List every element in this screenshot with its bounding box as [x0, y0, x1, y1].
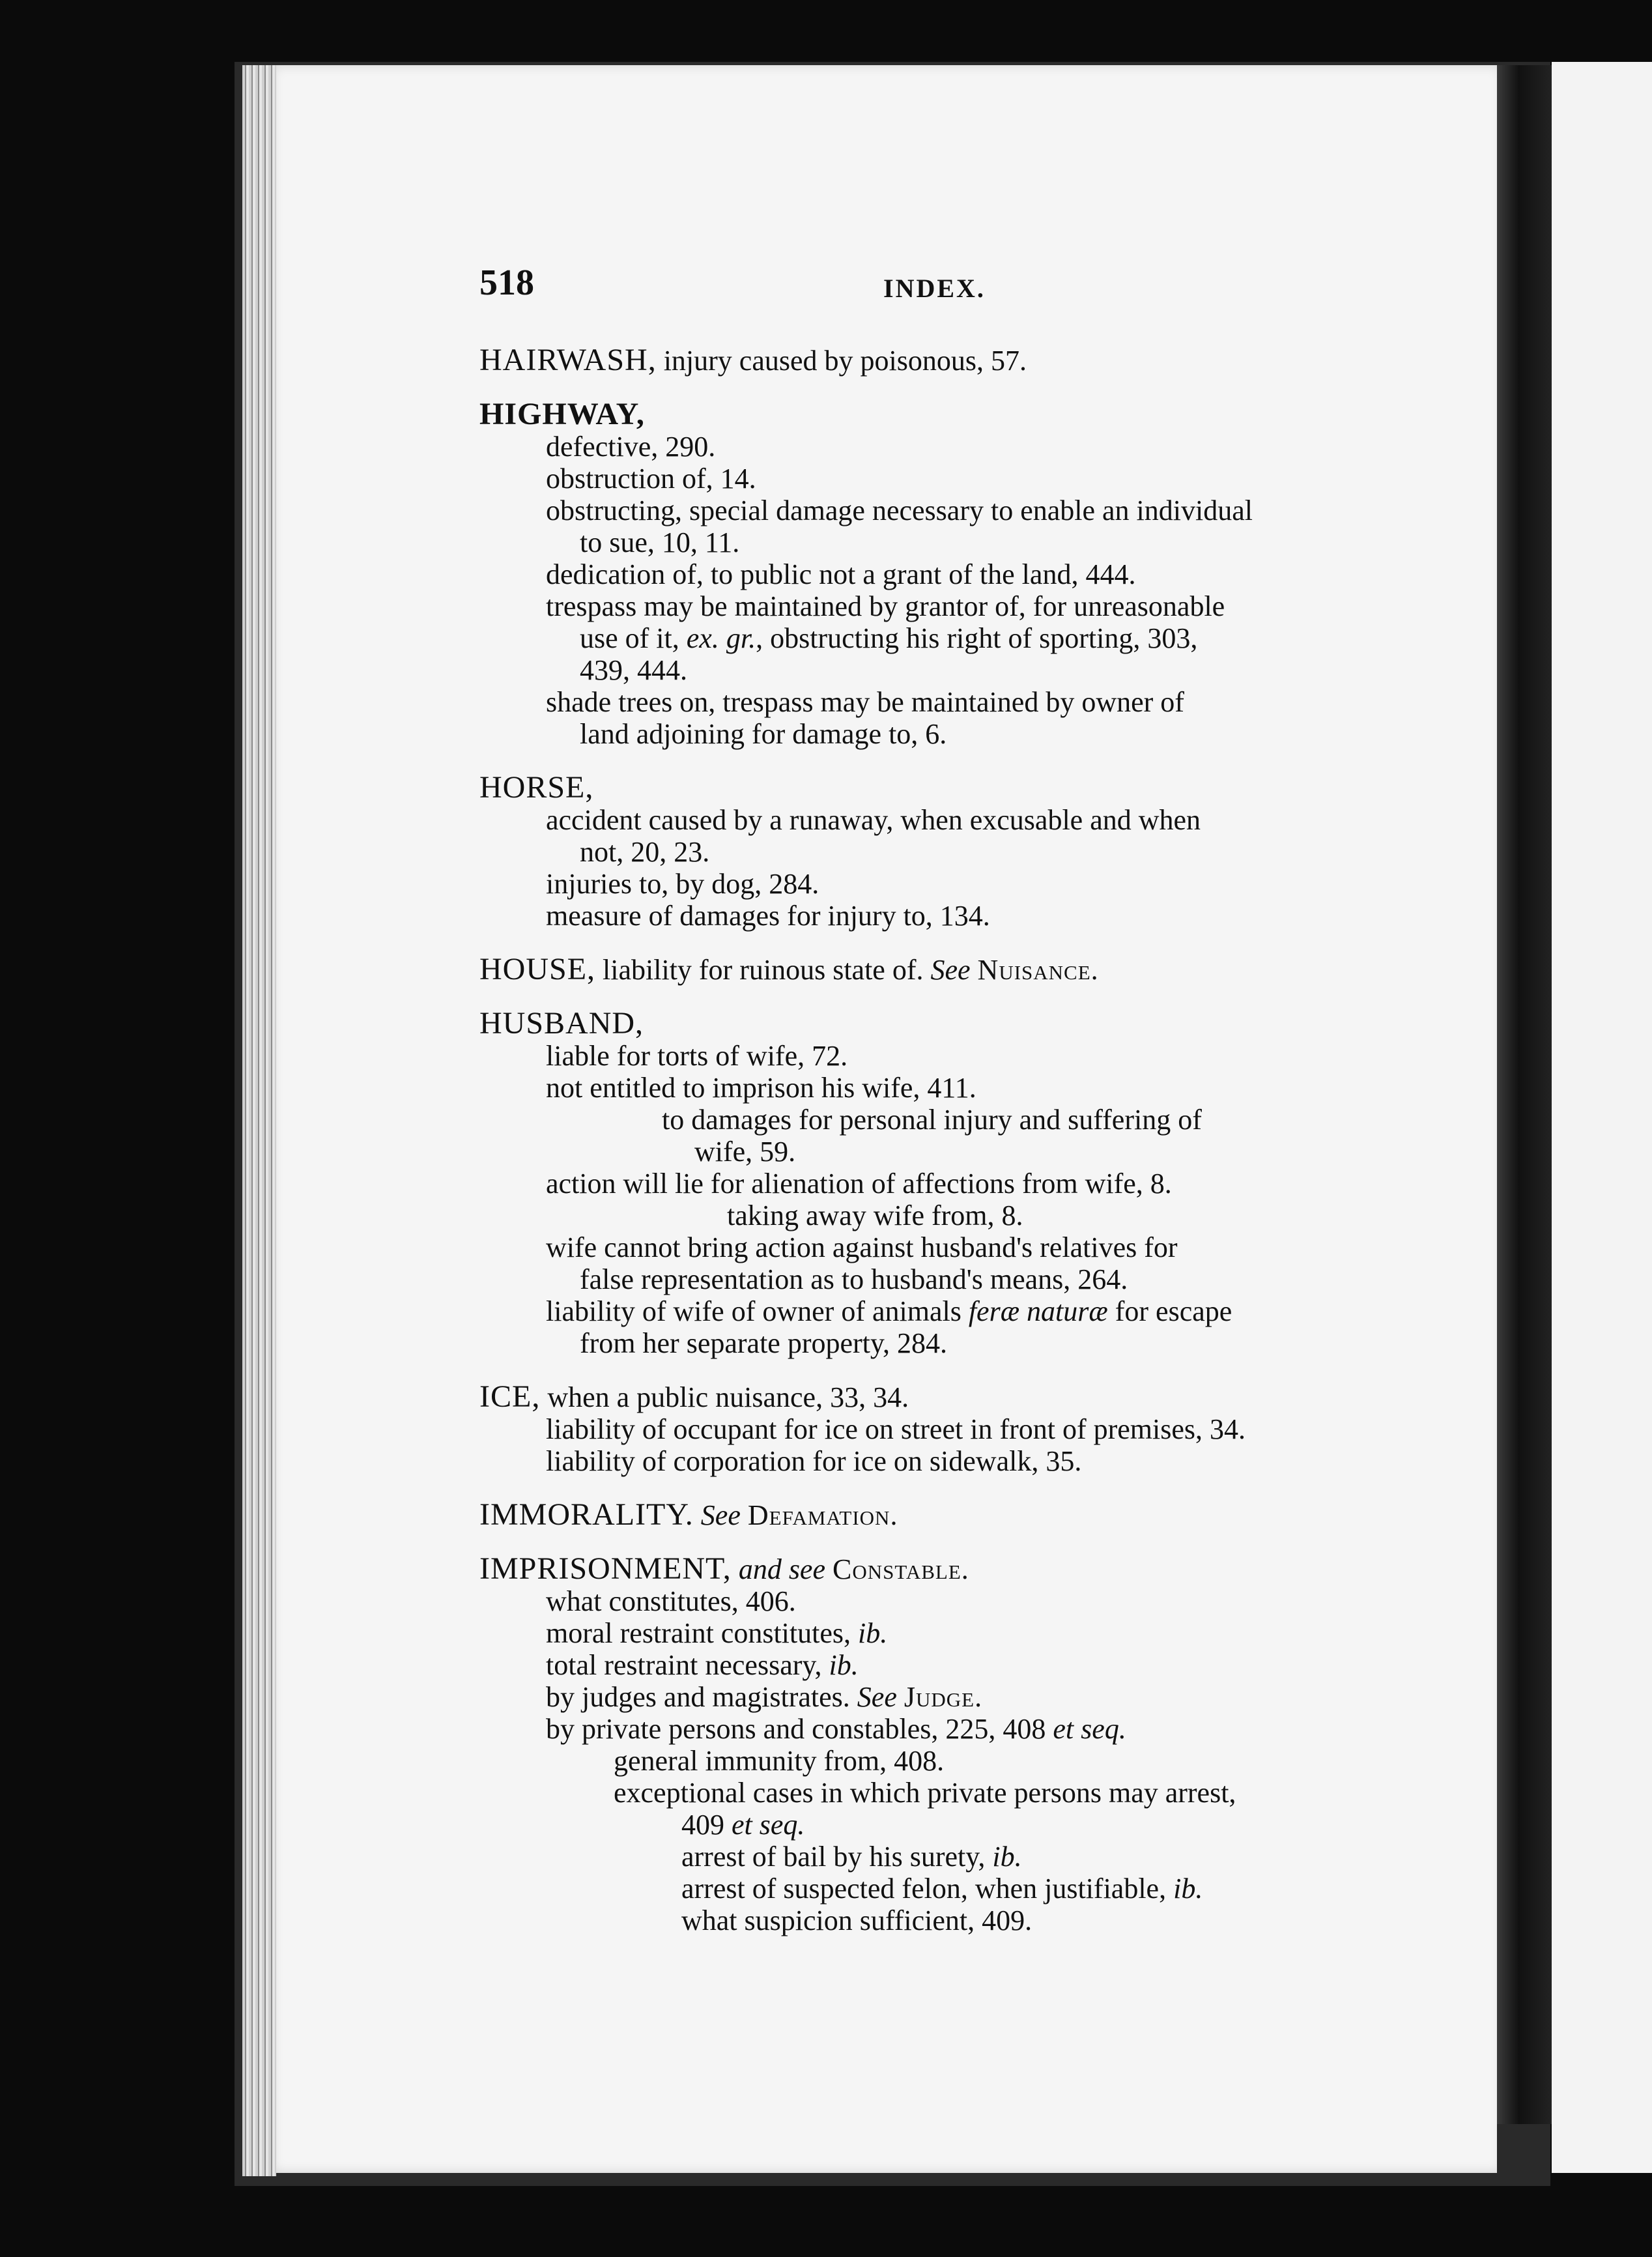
headword: ICE, [479, 1379, 541, 1414]
subentry-text: arrest of suspected felon, when justifiable, [681, 1873, 1174, 1905]
headword: HUSBAND, [479, 1006, 644, 1041]
cross-reference: Constable. [833, 1553, 969, 1585]
subentry-line [479, 1809, 1417, 1841]
subentry-line: exceptional cases in which private persons may arrest, [614, 1777, 1236, 1809]
page-number: 518 [479, 263, 534, 303]
subentry-line: liability of occupant for ice on street in front of premises, 34. [546, 1413, 1246, 1445]
et-seq: et seq. [732, 1809, 805, 1841]
cross-reference: Nuisance. [977, 954, 1099, 986]
running-head: INDEX. [883, 274, 986, 303]
headword: HAIRWASH, [479, 343, 657, 377]
index-entry-house [479, 953, 1417, 986]
headword: HOUSE, [479, 952, 596, 986]
subentry-line: obstruction of, 14. [546, 463, 756, 495]
subentry-line [479, 1873, 1417, 1905]
subentry-line: trespass may be maintained by grantor of, for unreasonable [546, 590, 1225, 622]
subentry-line: general immunity from, 408. [614, 1745, 945, 1777]
headword: HIGHWAY, [479, 397, 645, 431]
subentry-line: 439, 444. [580, 654, 687, 686]
subentry-line [479, 1681, 1417, 1713]
page-edge-stack [242, 65, 276, 2176]
subentry-text: arrest of bail by his surety, [681, 1841, 993, 1873]
facing-page-edge [1552, 62, 1652, 2173]
subentry-line: injuries to, by dog, 284. [546, 868, 819, 900]
entry-text: injury caused by poisonous, 57. [656, 345, 1027, 377]
subentry-line: land adjoining for damage to, 6. [580, 718, 947, 750]
index-page-content [479, 263, 1417, 1958]
subentry-line: defective, 290. [546, 431, 716, 463]
see-label: See [700, 1499, 741, 1531]
index-entry-imprisonment [479, 1553, 1417, 1936]
subentry-line: what constitutes, 406. [546, 1585, 796, 1617]
subentry-line: dedication of, to public not a grant of the land, 444. [546, 558, 1136, 590]
ibid-abbrev: ib. [1173, 1873, 1203, 1905]
index-entry-hairwash [479, 344, 1417, 377]
index-entry-ice [479, 1381, 1417, 1477]
subentry-line [479, 1617, 1417, 1649]
subentry-text: for escape [1107, 1295, 1232, 1327]
italic-phrase: feræ naturæ [968, 1295, 1108, 1327]
index-entry-immorality [479, 1499, 1417, 1531]
page-header [479, 263, 1417, 313]
index-entry-husband [479, 1007, 1417, 1359]
subentry-line: wife, 59. [694, 1136, 796, 1168]
subentry-line: from her separate property, 284. [580, 1327, 948, 1359]
subentry-line [479, 1841, 1417, 1873]
ibid-abbrev: ib. [992, 1841, 1022, 1873]
subentry-line: shade trees on, trespass may be maintained by owner of [546, 686, 1184, 718]
and-see-label: and see [738, 1553, 825, 1585]
subentry-text: by private persons and constables, 225, 408 [546, 1713, 1053, 1745]
book-gutter [1497, 65, 1552, 2124]
subentry-line: measure of damages for injury to, 134. [546, 900, 990, 932]
headword: HORSE, [479, 770, 594, 805]
et-seq: et seq. [1053, 1713, 1126, 1745]
subentry-text: 409 [681, 1809, 732, 1841]
ibid-abbrev: ib. [829, 1649, 859, 1681]
subentry-line: action will lie for alienation of affections from wife, 8. [546, 1168, 1172, 1200]
subentry-text: moral restraint constitutes, [546, 1617, 858, 1649]
cross-reference: Judge. [904, 1681, 983, 1713]
see-label: See [857, 1681, 897, 1713]
subentry-line: taking away wife from, 8. [727, 1200, 1023, 1231]
subentry-line [479, 622, 1417, 654]
headword: IMPRISONMENT, [479, 1551, 732, 1586]
subentry-text: , obstructing his right of sporting, 303, [756, 622, 1198, 654]
subentry-text: total restraint necessary, [546, 1649, 829, 1681]
subentry-line: what suspicion sufficient, 409. [681, 1905, 1032, 1936]
subentry-line: to sue, 10, 11. [580, 526, 740, 558]
subentry-text: use of it, [580, 622, 687, 654]
subentry-line [479, 1649, 1417, 1681]
subentry-line [479, 1295, 1417, 1327]
headword: IMMORALITY. [479, 1497, 694, 1532]
subentry-line: liability of corporation for ice on sidewalk, 35. [546, 1445, 1082, 1477]
ibid-abbrev: ib. [858, 1617, 888, 1649]
index-entry-highway [479, 398, 1417, 750]
cross-reference: Defamation. [747, 1499, 898, 1531]
entry-text: when a public nuisance, 33, 34. [540, 1381, 909, 1413]
entry-text: liability for ruinous state of. [595, 954, 931, 986]
subentry-line: accident caused by a runaway, when excusable and when [546, 804, 1201, 836]
subentry-text: by judges and magistrates. [546, 1681, 857, 1713]
subentry-line: wife cannot bring action against husband's relatives for [546, 1231, 1178, 1263]
subentry-line: to damages for personal injury and suffering of [662, 1104, 1202, 1136]
subentry-line: not, 20, 23. [580, 836, 710, 868]
italic-abbrev: ex. gr. [686, 622, 756, 654]
subentry-line: false representation as to husband's means, 264. [580, 1263, 1128, 1295]
see-label: See [930, 954, 971, 986]
index-entry-horse [479, 771, 1417, 932]
subentry-line: not entitled to imprison his wife, 411. [546, 1072, 976, 1104]
subentry-line: liable for torts of wife, 72. [546, 1040, 848, 1072]
subentry-text: liability of wife of owner of animals [546, 1295, 969, 1327]
subentry-line [479, 1713, 1417, 1745]
subentry-line: obstructing, special damage necessary to enable an individual [546, 495, 1253, 526]
